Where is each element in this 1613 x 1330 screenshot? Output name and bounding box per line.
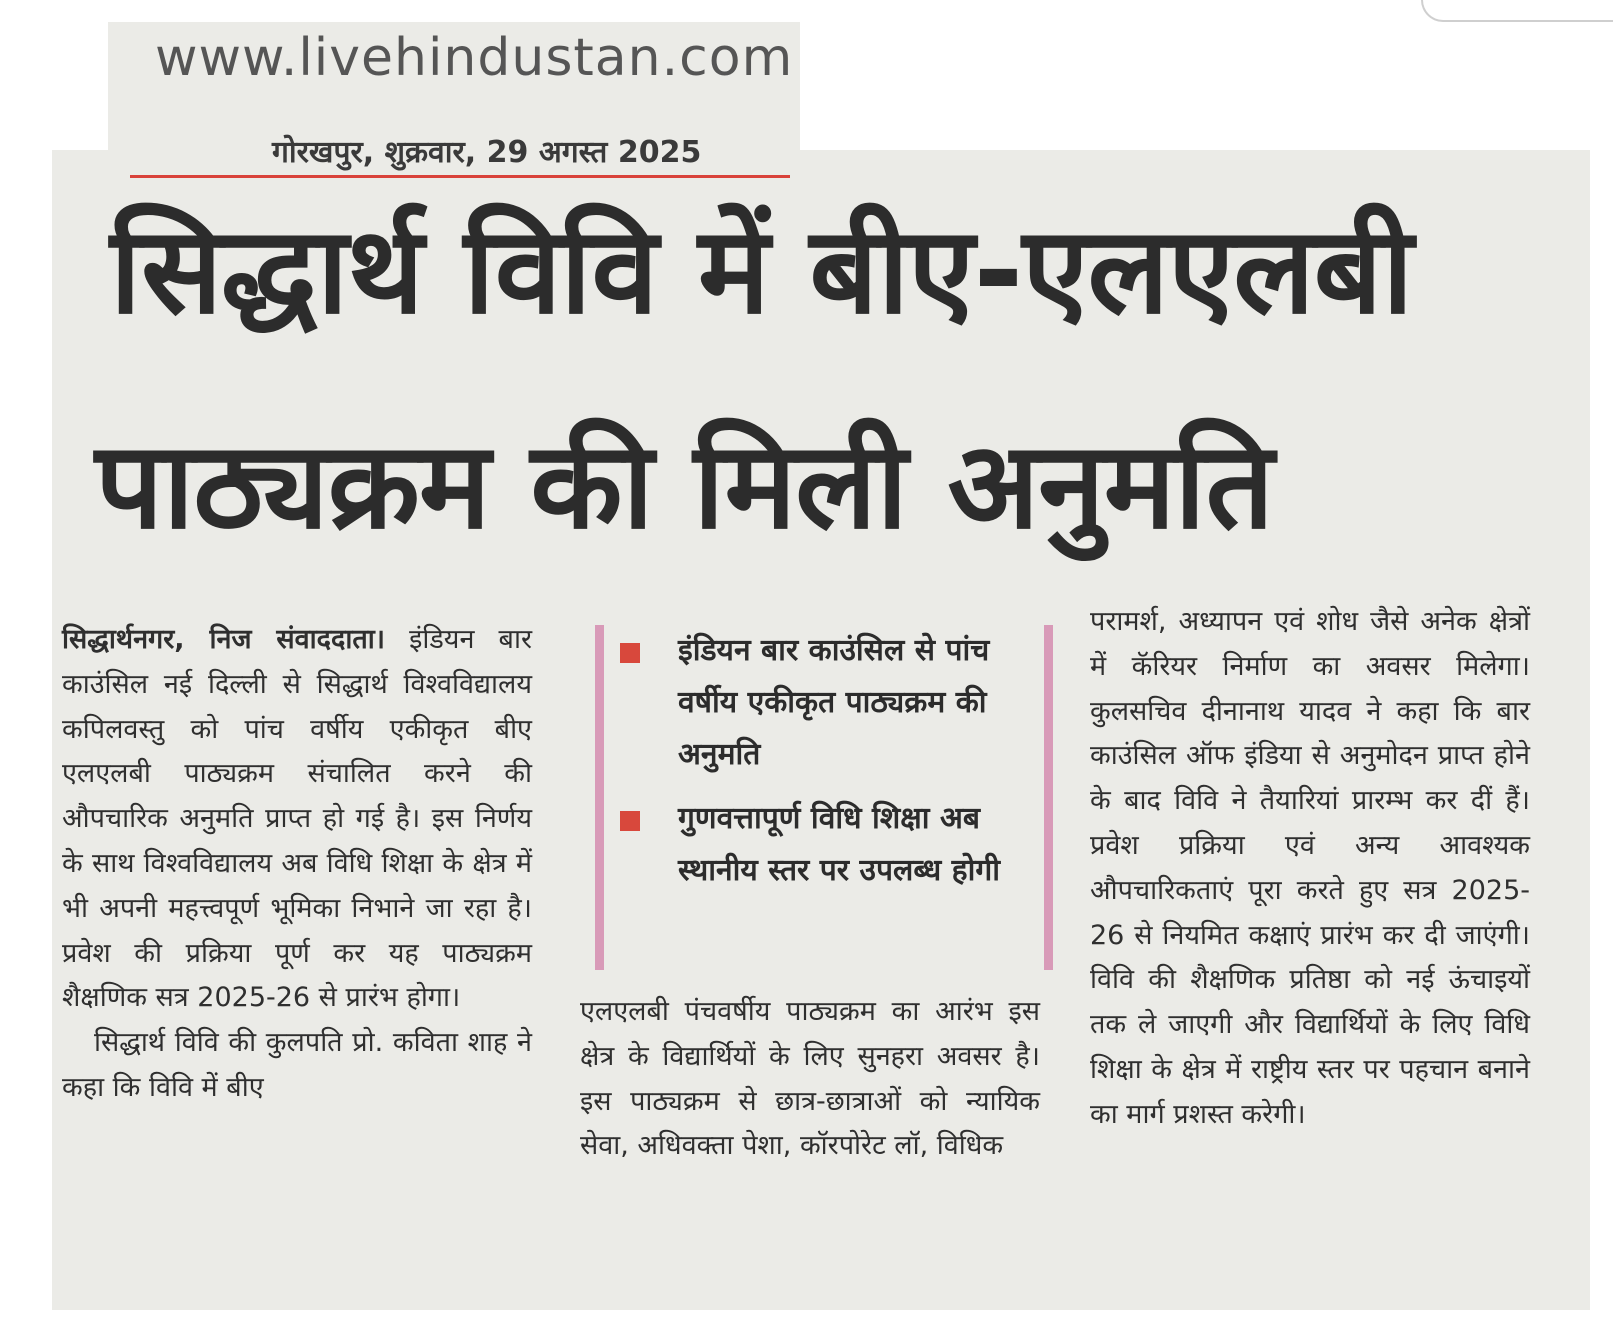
scan-edge-mark — [1421, 0, 1613, 22]
byline: सिद्धार्थनगर, निज संवाददाता। — [62, 624, 385, 655]
column-1-paragraph-2: सिद्धार्थ विवि की कुलपति प्रो. कविता शाह ने कहा कि विवि में बीए — [62, 1027, 532, 1103]
red-rule-divider — [130, 175, 790, 178]
article-column-3: परामर्श, अध्यापन एवं शोध जैसे अनेक क्षेत्रों में कॅरियर निर्माण का अवसर मिलेगा। कुलसचिव दीनानाथ यादव ने कहा कि बार काउंसिल ऑफ इंडिया से अनुमोदन प्राप्त होने के बाद विवि ने तैयारियां प्रारम्भ कर दीं हैं। प्रवेश प्रक्रिया एवं अन्य आवश्यक औपचारिकताएं पूरा करते हुए सत्र 2025-26 से नियमित कक्षाएं प्रारंभ कर दी जाएंगी। विवि की शैक्षणिक प्रतिष्ठा को नई ऊंचाइयों तक ले जाएगी और विद्यार्थियों के लिए विधि शिक्षा के क्षेत्र में राष्ट्रीय स्तर पर पहचान बनाने का मार्ग प्रशस्त करेगी। — [1090, 606, 1530, 1130]
highlights-box — [595, 625, 1053, 970]
highlight-item — [634, 625, 1024, 781]
dateline: गोरखपुर, शुक्रवार, 29 अगस्त 2025 — [272, 135, 702, 170]
article-column-1 — [62, 618, 532, 1111]
highlight-item — [634, 793, 1024, 897]
article-column-2: एलएलबी पंचवर्षीय पाठ्यक्रम का आरंभ इस क्षेत्र के विद्यार्थियों के लिए सुनहरा अवसर है। इस पाठ्यक्रम से छात्र-छात्राओं को न्यायिक सेवा, अधिवक्ता पेशा, कॉरपोरेट लॉ, विधिक — [580, 996, 1040, 1162]
website-url: www.livehindustan.com — [155, 28, 794, 88]
column-1-paragraph-1: इंडियन बार काउंसिल नई दिल्ली से सिद्धार्थ विश्वविद्यालय कपिलवस्तु को पांच वर्षीय एकीकृत बीए एलएलबी पाठ्यक्रम संचालित करने की औपचारिक अनुमति प्राप्त हो गई है। इस निर्णय के साथ विश्वविद्यालय अब विधि शिक्षा के क्षेत्र में भी अपनी महत्त्वपूर्ण भूमिका निभाने जा रहा है। प्रवेश की प्रक्रिया पूर्ण कर यह पाठ्यक्रम शैक्षणिक सत्र 2025-26 से प्रारंभ होगा। — [62, 624, 532, 1014]
headline-line-2: पाठ्यक्रम की मिली अनुमति — [95, 417, 1274, 556]
highlight-text: गुणवत्तापूर्ण विधि शिक्षा अब स्थानीय स्तर पर उपलब्ध होगी — [678, 801, 1001, 888]
square-bullet-icon — [620, 811, 640, 831]
square-bullet-icon — [620, 643, 640, 663]
headline-line-1: सिद्धार्थ विवि में बीए-एलएलबी — [110, 202, 1413, 341]
highlight-text: इंडियन बार काउंसिल से पांच वर्षीय एकीकृत पाठ्यक्रम की अनुमति — [678, 633, 990, 772]
